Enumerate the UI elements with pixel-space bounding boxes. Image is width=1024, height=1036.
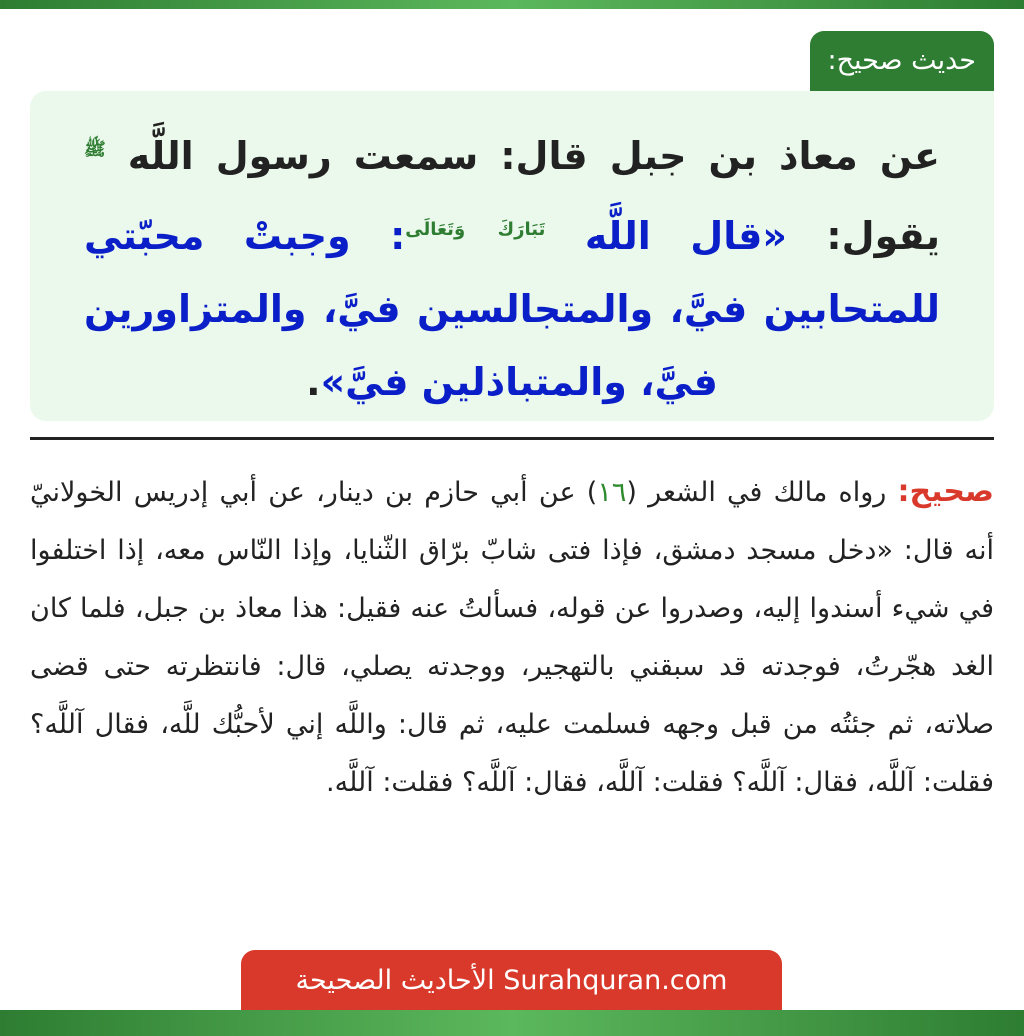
hadith-intro: عن معاذ بن جبل قال: سمعت رسول اللَّه xyxy=(127,134,940,178)
section-divider xyxy=(30,437,994,440)
grade-label: صحيح: xyxy=(897,474,994,509)
bottom-accent-bar xyxy=(0,1010,1024,1036)
hadith-quote-open: «قال اللَّه xyxy=(584,214,787,258)
commentary-paragraph xyxy=(30,463,994,812)
footer-source-badge: الأحاديث الصحيحة Surahquran.com xyxy=(241,950,782,1010)
top-accent-bar xyxy=(0,0,1024,9)
hadith-quote-body: : وجبتْ محبّتي للمتحابين فيَّ، والمتجالسين فيَّ، والمتزاورين فيَّ، والمتباذلين فيَّ» xyxy=(84,214,940,404)
tabaraka-honorific-icon: تَبَارَكَ وَتَعَالَى xyxy=(405,219,546,240)
hadith-text-box xyxy=(30,91,994,421)
hadith-end-period: . xyxy=(306,360,321,404)
hadith-label-tab: حديث صحيح: xyxy=(810,31,995,91)
commentary-text-rest: ) عن أبي حازم بن دينار، عن أبي إدريس الخولانيّ أنه قال: «دخل مسجد دمشق، فإذا فتى شابّ برّاق الثّنايا، وإذا النّاس معه، إذا اختلفوا في شيء أسندوا إليه، وصدروا عن قوله، فسألتُ عنه فقيل: هذا معاذ بن جبل، فلما كان الغد هجّرتُ، فوجدته قد سبقني بالتهجير، ووجدته يصلي، قال: فانتظرته حتى قضى صلاته، ثم جئتُه من قبل وجهه فسلمت عليه، ثم قال: واللَّه إني لأحبُّك للَّه، فقال آللَّه؟ فقلت: آللَّه، فقال: آللَّه؟ فقلت: آللَّه، فقال: آللَّه؟ فقلت: آللَّه. xyxy=(30,477,994,798)
reference-number: ١٦ xyxy=(597,477,627,508)
commentary-text-start: رواه مالك في الشعر ( xyxy=(626,477,898,508)
hadith-says: يقول: xyxy=(826,214,941,258)
salawat-honorific-icon: ﷺ xyxy=(84,139,106,160)
